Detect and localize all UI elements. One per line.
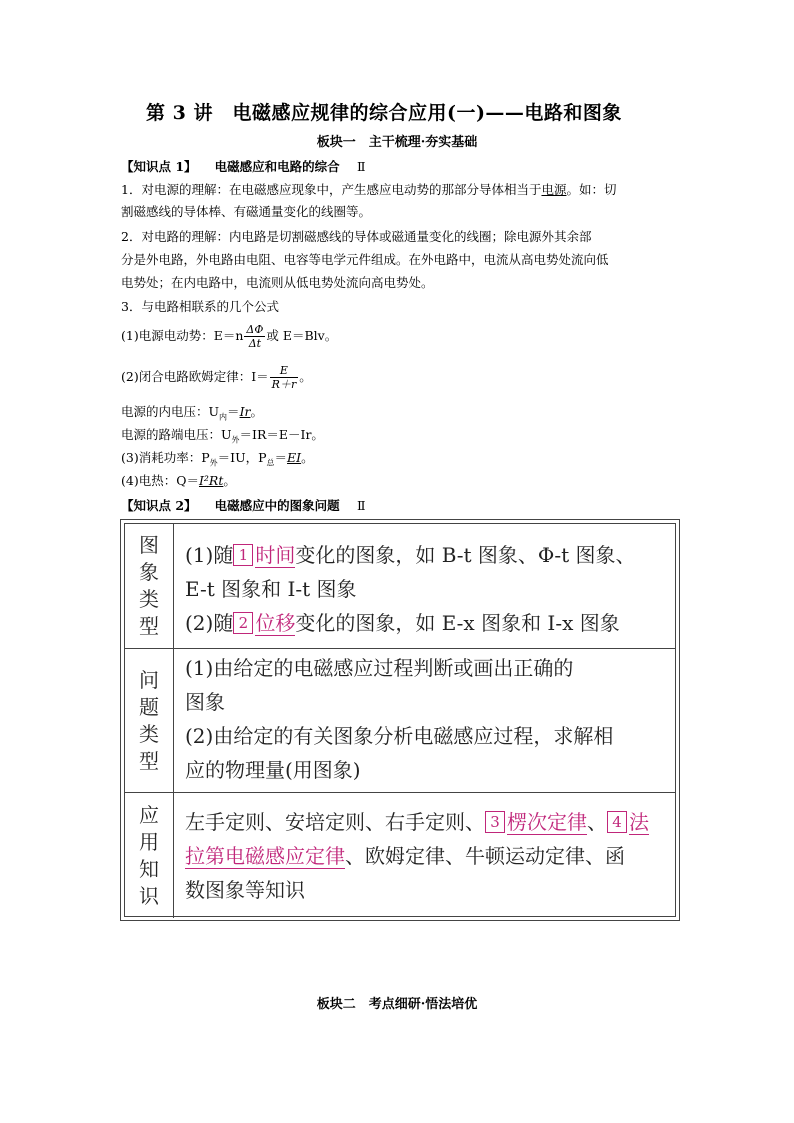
text: (2)随 <box>185 611 234 635</box>
row1-line3 <box>185 606 665 640</box>
formula-inner-voltage <box>121 402 263 428</box>
f4-sub: 外 <box>231 435 240 445</box>
row-label-stack <box>125 793 174 918</box>
kp2-text: 电磁感应中的图象问题 <box>214 498 340 513</box>
row3-line3: 数图象等知识 <box>185 878 305 902</box>
knowledge-table <box>120 519 680 921</box>
paragraph-2-line-1: 2．对电路的理解：内电路是切割磁感线的导体或磁通量变化的线圈；除电源外其余部 <box>121 229 592 244</box>
f1-num: ΔΦ <box>246 323 264 336</box>
blank-number-box: 2 <box>233 612 253 634</box>
f3-post: 。 <box>250 404 263 419</box>
table-row-problem-types <box>125 649 675 793</box>
kp1-level: Ⅱ <box>357 159 366 174</box>
row2-line3: (2)由给定的有关图象分析电磁感应过程，求解相 <box>185 724 614 748</box>
f1-pre: (1)电源电动势：E＝n <box>121 328 244 343</box>
f4-pre: 电源的路端电压：U <box>121 427 232 442</box>
f5-post: 。 <box>301 450 314 465</box>
formula-power <box>121 448 314 474</box>
p1-tail: 。如：切 <box>566 182 617 197</box>
f4-rest: ＝IR＝E－Ir。 <box>239 427 324 442</box>
knowledge-point-2 <box>121 496 366 516</box>
fraction-dphi-dt <box>244 323 265 350</box>
blank-number-box: 3 <box>485 811 505 833</box>
page-title: 第 3 讲 电磁感应规律的综合应用(一)——电路和图象 <box>146 102 622 124</box>
label-char: 类 <box>139 721 159 746</box>
f2-num: E <box>270 364 299 378</box>
row-content <box>185 538 665 640</box>
label-char: 用 <box>139 829 159 854</box>
f3-pre: 电源的内电压：U <box>121 404 220 419</box>
fraction-e-r <box>270 364 299 391</box>
f2-den: R＋r <box>271 378 297 391</box>
f6-pre: (4)电热：Q＝ <box>121 473 199 488</box>
answer-faraday-law-cont: 拉第电磁感应定律 <box>185 844 345 868</box>
row3-line2 <box>185 839 665 873</box>
label-char: 象 <box>139 560 159 584</box>
formula-ohm <box>121 364 312 391</box>
row2-line2: 图象 <box>185 690 225 714</box>
p1-underline: 电源 <box>541 182 567 197</box>
f5-sub1: 外 <box>209 458 218 468</box>
row2-line4: 应的物理量(用图象) <box>185 758 361 782</box>
row-label-stack <box>125 649 174 792</box>
label-char: 问 <box>139 667 159 692</box>
label-char: 型 <box>139 748 159 773</box>
label-char: 知 <box>139 856 159 881</box>
f1-post: 或 E＝Blv。 <box>266 328 338 343</box>
f2-pre: (2)闭合电路欧姆定律：I＝ <box>121 369 269 384</box>
answer-faraday-law: 法 <box>629 810 649 834</box>
text: 、欧姆定律、牛顿运动定律、函 <box>345 844 625 868</box>
f3-eq: ＝ <box>227 404 240 419</box>
table-row-image-types <box>125 524 675 649</box>
text: 左手定则、安培定则、右手定则、 <box>185 810 485 834</box>
blank-number-box: 1 <box>233 544 253 566</box>
row-label-stack <box>125 524 174 648</box>
label-char: 图 <box>139 533 159 557</box>
text: 、 <box>587 810 607 834</box>
knowledge-point-1 <box>121 157 366 177</box>
paragraph-1-line-1 <box>121 180 617 200</box>
section-heading-2: 板块二 考点细研·悟法培优 <box>316 997 478 1012</box>
row1-line1 <box>185 538 665 572</box>
f5-underline: EI <box>287 450 302 465</box>
answer-time: 时间 <box>255 543 296 567</box>
row1-line2: E-t 图象和 I-t 图象 <box>185 577 357 601</box>
row2-line1: (1)由给定的电磁感应过程判断或画出正确的 <box>185 656 574 680</box>
table-inner-frame <box>124 523 676 917</box>
text: (1)随 <box>185 543 234 567</box>
label-char: 型 <box>139 614 159 638</box>
f6-underline: I²Rt <box>198 473 224 488</box>
formula-heat <box>121 471 236 491</box>
f6-post: 。 <box>223 473 236 488</box>
f5-pre: (3)消耗功率：P <box>121 450 210 465</box>
answer-displacement: 位移 <box>255 611 296 635</box>
f3-underline: Ir <box>239 404 251 419</box>
row-content <box>185 651 665 787</box>
f2-post: 。 <box>299 369 312 384</box>
f5-sub2: 总 <box>266 458 275 468</box>
label-char: 识 <box>139 883 159 908</box>
paragraph-1-line-2: 割磁感线的导体棒、有磁通量变化的线圈等。 <box>121 204 372 219</box>
row-content <box>185 805 665 907</box>
formula-terminal-voltage <box>121 425 324 451</box>
f1-den: Δt <box>248 337 262 350</box>
label-char: 类 <box>139 587 159 611</box>
table-row-applied-knowledge <box>125 793 675 918</box>
kp2-level: Ⅱ <box>357 498 366 513</box>
kp1-text: 电磁感应和电路的综合 <box>214 159 340 174</box>
f3-sub: 内 <box>219 412 228 422</box>
kp2-label: 【知识点 2】 <box>121 498 197 513</box>
text: 变化的图象，如 E-x 图象和 I-x 图象 <box>295 611 620 635</box>
section-heading-1: 板块一 主干梳理·夯实基础 <box>316 135 478 150</box>
formula-emf <box>121 323 337 350</box>
paragraph-3: 3．与电路相联系的几个公式 <box>121 299 279 314</box>
text: 变化的图象，如 B-t 图象、Φ-t 图象、 <box>295 543 636 567</box>
label-char: 应 <box>139 802 159 827</box>
answer-lenz-law: 楞次定律 <box>507 810 587 834</box>
label-char: 题 <box>139 694 159 719</box>
p1-text: 1．对电源的理解：在电磁感应现象中，产生感应电动势的那部分导体相当于 <box>121 182 542 197</box>
paragraph-2-line-2: 分是外电路，外电路由电阻、电容等电学元件组成。在外电路中，电流从高电势处流向低 <box>121 252 609 267</box>
blank-number-box: 4 <box>607 811 627 833</box>
kp1-label: 【知识点 1】 <box>121 159 197 174</box>
paragraph-2-line-3: 电势处；在内电路中，电流则从低电势处流向高电势处。 <box>121 275 434 290</box>
row3-line1 <box>185 805 665 839</box>
f5-mid: ＝IU，P <box>217 450 267 465</box>
f5-eq: ＝ <box>274 450 288 465</box>
